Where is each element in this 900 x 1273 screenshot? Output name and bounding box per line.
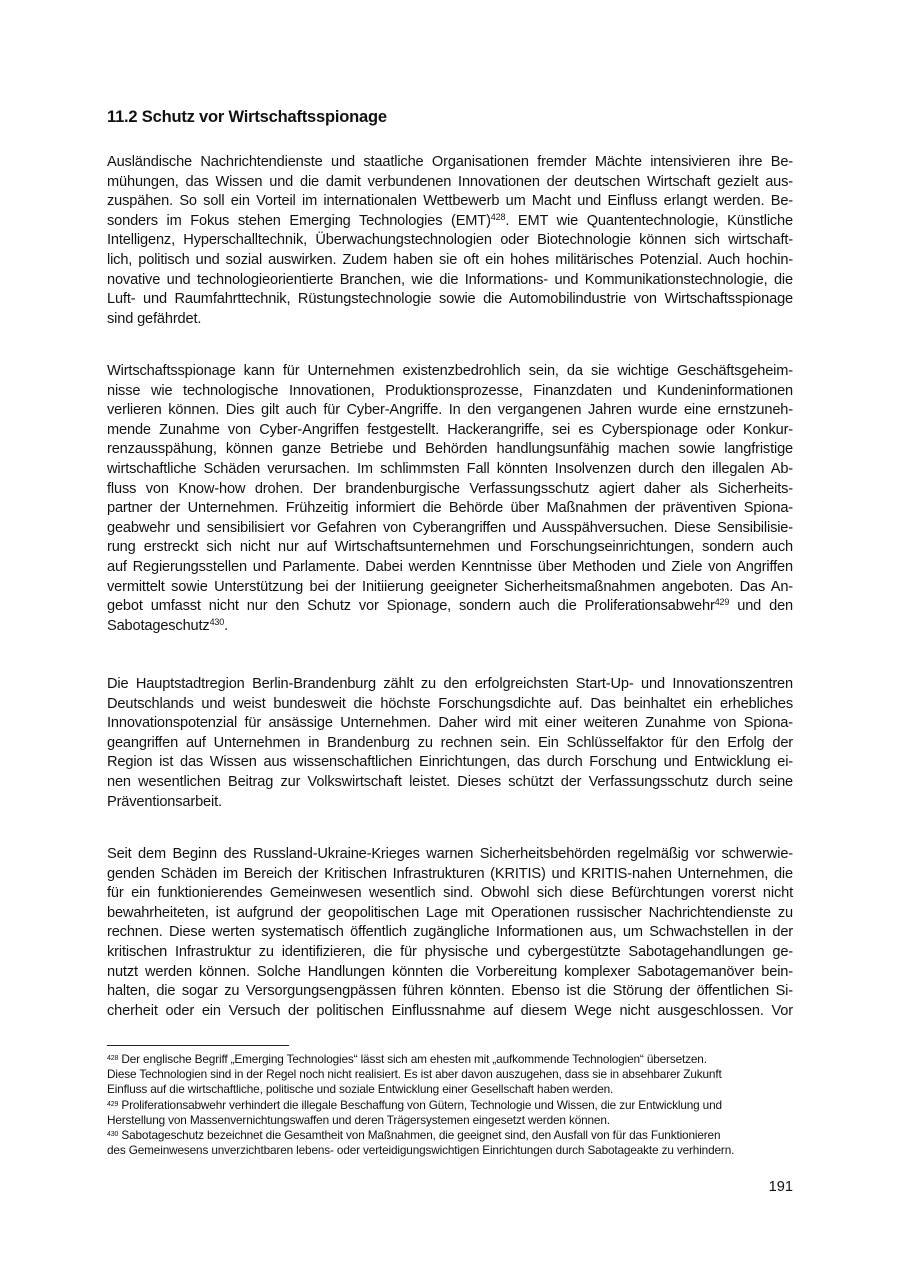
footnote-ref-428: 428 xyxy=(490,211,506,222)
text-line: verlieren können. Dies gilt auch für Cyber-Angriffe. In den vergangenen Jahren wurde eine ernstzuneh- xyxy=(107,402,793,419)
text-line: kritischen Infrastruktur zu identifizieren, die für physische und cybergestützte Sabotagehandlungen ge- xyxy=(107,943,793,960)
text-line: nen wesentlichen Beitrag zur Volkswirtschaft leistet. Dieses schützt der Verfassungsschutz durch seine xyxy=(107,773,793,790)
page-number: 191 xyxy=(768,1179,793,1195)
text-segment: gebot umfasst nicht nur den Schutz vor Spionage, sondern auch die Proliferationsabwehr xyxy=(107,598,715,615)
text-line: für ein funktionierendes Gemeinwesen wesentlich sind. Obwohl sich diese Befürchtungen vorerst nicht xyxy=(107,885,793,902)
footnote-line: des Gemeinwesens unverzichtbaren lebens- oder verteidigungswichtigen Einrichtungen durch Sabotageakte zu verhindern. xyxy=(107,1143,735,1158)
footnote-430 xyxy=(107,1128,793,1158)
text-line: Wirtschaftsspionage kann für Unternehmen existenzbedrohlich sein, da sie wichtige Geschäftsgeheim- xyxy=(107,363,793,379)
footnote-429 xyxy=(107,1098,793,1128)
text-line: sind gefährdet. xyxy=(107,310,202,327)
text-line: Die Hauptstadtregion Berlin-Brandenburg zählt zu den erfolgreichsten Start-Up- und Innovationszentren xyxy=(107,676,793,692)
text-line: nutzt werden können. Solche Handlungen könnten die Vorbereitung komplexer Sabotagemanöver bein- xyxy=(107,963,793,980)
text-segment: und den xyxy=(729,598,793,615)
text-line: Intelligenz, Hyperschalltechnik, Überwachungstechnologien oder Biotechnologie können sich wirtschaft- xyxy=(107,232,793,249)
footnote-line xyxy=(107,1098,793,1113)
text-line: mühungen, das Wissen und die damit verbundenen Innovationen der deutschen Wirtschaft gezielt aus- xyxy=(107,173,793,190)
text-line: cherheit oder ein Versuch der politischen Einflussnahme auf diesem Wege nicht ausgeschlossen. Vor xyxy=(107,1002,793,1019)
text-line xyxy=(107,597,793,617)
footnote-line: Herstellung von Massenvernichtungswaffen und deren Trägersystemen eingesetzt werden können. xyxy=(107,1112,610,1127)
footnote-number: 430 xyxy=(107,1131,119,1139)
footnote-ref-429: 429 xyxy=(714,597,730,608)
text-line: Deutschlands und weist bundesweit die höchste Forschungsdichte auf. Das beinhaltet ein erhebliches xyxy=(107,695,793,712)
section-heading: 11.2 Schutz vor Wirtschaftsspionage xyxy=(107,108,387,126)
text-segment: sonders im Fokus stehen Emerging Technologies (EMT) xyxy=(107,212,491,229)
text-segment: Der englische Begriff „Emerging Technologies“ lässt sich am ehesten mit „aufkommende Technologien“ übersetzen. xyxy=(118,1052,707,1066)
text-line: nisse wie technologische Innovationen, Produktionsprozesse, Finanzdaten und Kundeninformationen xyxy=(107,382,793,399)
text-line: rung erstreckt sich nicht nur auf Wirtschaftsunternehmen und Forschungseinrichtungen, sondern auch xyxy=(107,539,793,556)
text-line: partner der Unternehmen. Frühzeitig informiert die Behörde über Maßnahmen der präventiven Spiona- xyxy=(107,500,793,517)
text-segment: . xyxy=(224,617,229,634)
text-line: genden Schäden im Bereich der Kritischen Infrastrukturen (KRITIS) und KRITIS-nahen Unternehmen, die xyxy=(107,865,793,882)
text-segment: Sabotageschutz xyxy=(107,617,210,634)
footnote-separator xyxy=(107,1045,289,1046)
text-segment: Sabotageschutz bezeichnet die Gesamtheit von Maßnahmen, die geeignet sind, den Ausfall von für das Funktionieren xyxy=(118,1128,721,1143)
text-line xyxy=(107,212,793,232)
footnote-ref-430: 430 xyxy=(209,616,225,627)
text-line: Luft- und Raumfahrttechnik, Rüstungstechnologie sowie die Automobilindustrie von Wirtschaftsspionage xyxy=(107,291,793,308)
text-line: bewahrheiteten, ist aufgrund der geopolitischen Lage mit Operationen russischer Nachrichtendienste zu xyxy=(107,904,793,921)
text-line: wirtschaftliche Schäden verursachen. Im schlimmsten Fall könnten Insolvenzen durch den illegalen Ab- xyxy=(107,460,793,477)
text-line: Seit dem Beginn des Russland-Ukraine-Krieges warnen Sicherheitsbehörden regelmäßig vor schwerwie- xyxy=(107,846,793,862)
footnote-number: 428 xyxy=(107,1055,119,1062)
paragraph-4 xyxy=(107,845,793,1021)
paragraph-2 xyxy=(107,362,793,636)
footnote-number: 429 xyxy=(107,1100,119,1108)
footnote-428 xyxy=(107,1052,793,1098)
footnote-line xyxy=(107,1128,793,1143)
text-line: vermittelt sowie Unterstützung bei der Initiierung geeigneter Sicherheitsmaßnahmen angeboten. Das An- xyxy=(107,578,793,595)
text-segment: Proliferationsabwehr verhindert die illegale Beschaffung von Gütern, Technologie und Wissen, die zur Entwicklung und xyxy=(118,1097,722,1112)
text-line: geabwehr und sensibilisiert vor Gefahren von Cyberangriffen und Ausspähversuchen. Diese Sensibilisie- xyxy=(107,519,793,536)
text-line: Präventionsarbeit. xyxy=(107,793,222,810)
text-line: renzausspähung, können ganze Betriebe und Behörden handlungsunfähig machen sowie langfristige xyxy=(107,441,793,458)
text-segment: . EMT wie Quantentechnologie, Künstliche xyxy=(505,212,793,229)
text-line: Region ist das Wissen aus wissenschaftlichen Einrichtungen, das durch Forschung und Entwicklung ei- xyxy=(107,754,793,771)
footnotes xyxy=(107,1052,793,1158)
paragraph-3 xyxy=(107,675,793,812)
text-line: Ausländische Nachrichtendienste und staatliche Organisationen fremder Mächte intensivieren ihre Be- xyxy=(107,154,793,170)
paragraph-1 xyxy=(107,153,793,329)
text-line: fluss von Know-how drohen. Der brandenburgische Verfassungsschutz agiert daher als Sicherheits- xyxy=(107,480,793,497)
text-line: rechnen. Diese werten systematisch öffentlich zugängliche Informationen aus, um Schwachstellen in der xyxy=(107,924,793,941)
text-line: novative und technologieorientierte Branchen, wie die Informations- und Kommunikationstechnologie, die xyxy=(107,271,793,288)
text-line: halten, die sogar zu Versorgungsengpässen führen könnten. Ebenso ist die Störung der öffentlichen Si- xyxy=(107,983,793,1000)
text-line: auf Regierungsstellen und Parlamente. Dabei werden Kenntnisse über Methoden und Ziele von Angriffen xyxy=(107,558,793,575)
text-line: Innovationspotenzial für ansässige Unternehmen. Daher wird mit einer weiteren Zunahme von Spiona- xyxy=(107,715,793,732)
footnote-line: Einfluss auf die wirtschaftliche, politische und soziale Entwicklung einer Gesellschaft haben werden. xyxy=(107,1082,614,1097)
footnote-line xyxy=(107,1052,793,1067)
text-line: zuspähen. So soll ein Vorteil im internationalen Wettbewerb um Macht und Einfluss erlangt werden. Be- xyxy=(107,193,793,210)
footnote-line: Diese Technologien sind in der Regel noch nicht realisiert. Es ist aber davon auszugehen, dass sie in absehbarer Zukunft xyxy=(107,1067,722,1082)
text-line: mende Zunahme von Cyber-Angriffen festgestellt. Hackerangriffe, sei es Cyberspionage oder Konkur- xyxy=(107,421,793,438)
text-line: geangriffen auf Unternehmen in Brandenburg zu rechnen sein. Ein Schlüsselfaktor für den Erfolg der xyxy=(107,734,793,751)
text-line: lich, politisch und sozial auswirken. Zudem haben sie oft ein hohes militärisches Potenzial. Auch hochin- xyxy=(107,251,793,268)
text-line xyxy=(107,617,793,637)
